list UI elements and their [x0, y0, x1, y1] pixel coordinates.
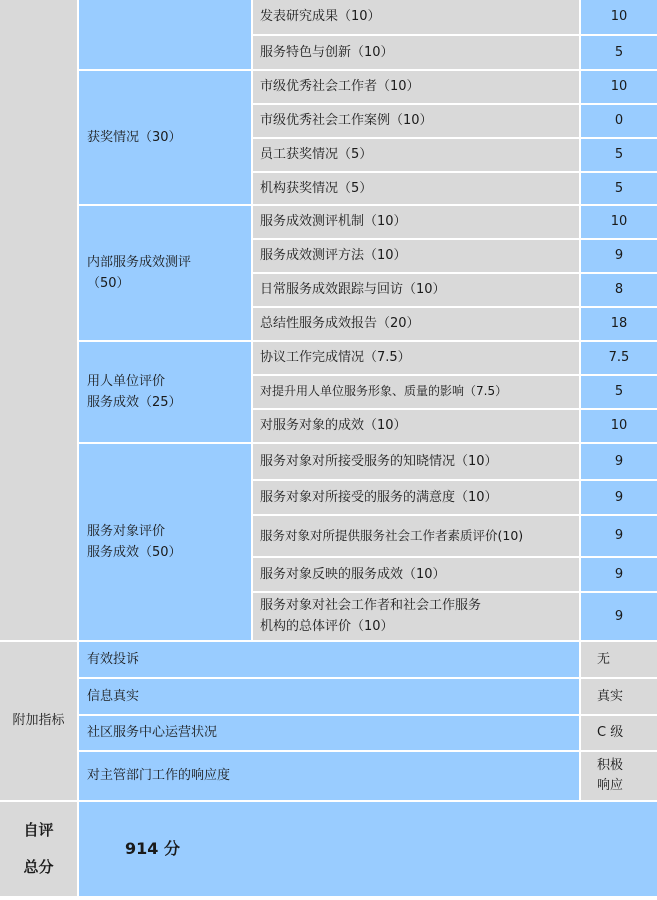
- score-cell: [581, 0, 657, 34]
- additional-item-label: 社区服务中心运营状况: [87, 725, 218, 741]
- score-value: 10: [610, 418, 628, 434]
- category-label: 用人单位评价 服务成效（25）: [87, 373, 182, 410]
- sub-item-label: 服务对象反映的服务成效（10）: [260, 566, 446, 582]
- score-cell: [581, 558, 657, 591]
- sub-item: [253, 0, 579, 34]
- total-value-cell: [79, 802, 657, 896]
- score-cell: [581, 274, 657, 306]
- additional-item: [79, 679, 579, 714]
- sub-item: [253, 274, 579, 306]
- sub-item-label: 员工获奖情况（5）: [260, 147, 373, 163]
- score-value: 10: [610, 214, 628, 230]
- category-cell: [79, 0, 251, 69]
- sub-item-label: 机构获奖情况（5）: [260, 180, 373, 196]
- sub-item: [253, 376, 579, 408]
- sub-item: [253, 36, 579, 69]
- score-value: 5: [614, 147, 624, 163]
- score-cell: [581, 36, 657, 69]
- additional-item-label: 对主管部门工作的响应度: [87, 768, 231, 784]
- sub-item: [253, 444, 579, 479]
- sub-item-label: 服务对象对社会工作者和社会工作服务 机构的总体评价（10）: [260, 598, 482, 634]
- score-value: 9: [614, 566, 624, 582]
- score-value: 9: [614, 453, 624, 469]
- sub-item: [253, 105, 579, 137]
- total-label-cell: [0, 802, 77, 896]
- category-cell: [79, 444, 251, 640]
- score-cell: [581, 71, 657, 103]
- category-cell: [79, 342, 251, 442]
- additional-item-label: 信息真实: [87, 688, 140, 704]
- score-value: 9: [614, 248, 624, 264]
- sub-item-label: 服务对象对所接受的服务的满意度（10）: [260, 489, 498, 505]
- category-label: 获奖情况（30）: [87, 129, 182, 145]
- additional-label-cell: [0, 642, 77, 800]
- sub-item-label: 服务成效测评方法（10）: [260, 248, 407, 264]
- sub-item: [253, 481, 579, 514]
- score-value: 10: [610, 9, 628, 25]
- sub-item-label: 对提升用人单位服务形象、质量的影响（7.5）: [260, 384, 508, 399]
- additional-label: 附加指标: [12, 713, 65, 729]
- sub-item: [253, 206, 579, 238]
- score-value: 10: [610, 79, 628, 95]
- score-cell: [581, 206, 657, 238]
- category-cell: [79, 71, 251, 204]
- sub-item: [253, 558, 579, 591]
- score-value: 8: [614, 282, 624, 298]
- sub-item-label: 总结性服务成效报告（20）: [260, 316, 420, 332]
- sub-item-label: 服务特色与创新（10）: [260, 44, 394, 60]
- additional-value: C 级: [597, 725, 624, 741]
- additional-item-label: 有效投诉: [87, 651, 140, 667]
- additional-item: [79, 642, 579, 677]
- additional-value-cell: [581, 752, 657, 800]
- sub-item: [253, 308, 579, 340]
- score-value: 7.5: [608, 350, 630, 366]
- score-value: 18: [610, 316, 628, 332]
- sub-item-label: 市级优秀社会工作者（10）: [260, 79, 420, 95]
- score-value: 5: [614, 180, 624, 196]
- left-column: [0, 0, 77, 640]
- additional-value-cell: [581, 679, 657, 714]
- additional-value: 无: [597, 651, 611, 667]
- score-cell: [581, 481, 657, 514]
- score-value: 5: [614, 44, 624, 60]
- additional-value: 真实: [597, 688, 624, 704]
- sub-item-label: 服务对象对所接受服务的知晓情况（10）: [260, 453, 498, 469]
- sub-item-label: 市级优秀社会工作案例（10）: [260, 113, 433, 129]
- score-value: 0: [614, 113, 624, 129]
- score-cell: [581, 240, 657, 272]
- score-value: 5: [614, 384, 624, 400]
- score-value: 9: [614, 489, 624, 505]
- sub-item-label: 协议工作完成情况（7.5）: [260, 350, 411, 366]
- score-cell: [581, 308, 657, 340]
- sub-item: [253, 71, 579, 103]
- score-cell: [581, 410, 657, 442]
- sub-item: [253, 240, 579, 272]
- additional-item: [79, 716, 579, 750]
- total-label: 自评 总分: [23, 820, 54, 876]
- score-value: 9: [614, 528, 624, 544]
- score-cell: [581, 444, 657, 479]
- score-cell: [581, 376, 657, 408]
- score-value: 9: [614, 608, 624, 624]
- category-label: 服务对象评价 服务成效（50）: [87, 523, 182, 560]
- score-cell: [581, 516, 657, 556]
- category-cell: [79, 206, 251, 340]
- sub-item-label: 对服务对象的成效（10）: [260, 418, 407, 434]
- score-cell: [581, 173, 657, 204]
- sub-item-label: 发表研究成果（10）: [260, 9, 381, 25]
- sub-item: [253, 410, 579, 442]
- sub-item: [253, 593, 579, 640]
- sub-item: [253, 139, 579, 171]
- score-cell: [581, 593, 657, 640]
- sub-item-label: 日常服务成效跟踪与回访（10）: [260, 282, 446, 298]
- total-score: 914 分: [125, 838, 180, 858]
- sub-item: [253, 516, 579, 556]
- score-cell: [581, 139, 657, 171]
- sub-item-label: 服务成效测评机制（10）: [260, 214, 407, 230]
- score-cell: [581, 105, 657, 137]
- sub-item-label: 服务对象对所提供服务社会工作者素质评价(10): [260, 527, 524, 543]
- additional-value-cell: [581, 716, 657, 750]
- score-cell: [581, 342, 657, 374]
- category-label: 内部服务成效测评 （50）: [87, 254, 192, 291]
- additional-item: [79, 752, 579, 800]
- additional-value-cell: [581, 642, 657, 677]
- sub-item: [253, 173, 579, 204]
- additional-value: 积极 响应: [597, 757, 624, 793]
- sub-item: [253, 342, 579, 374]
